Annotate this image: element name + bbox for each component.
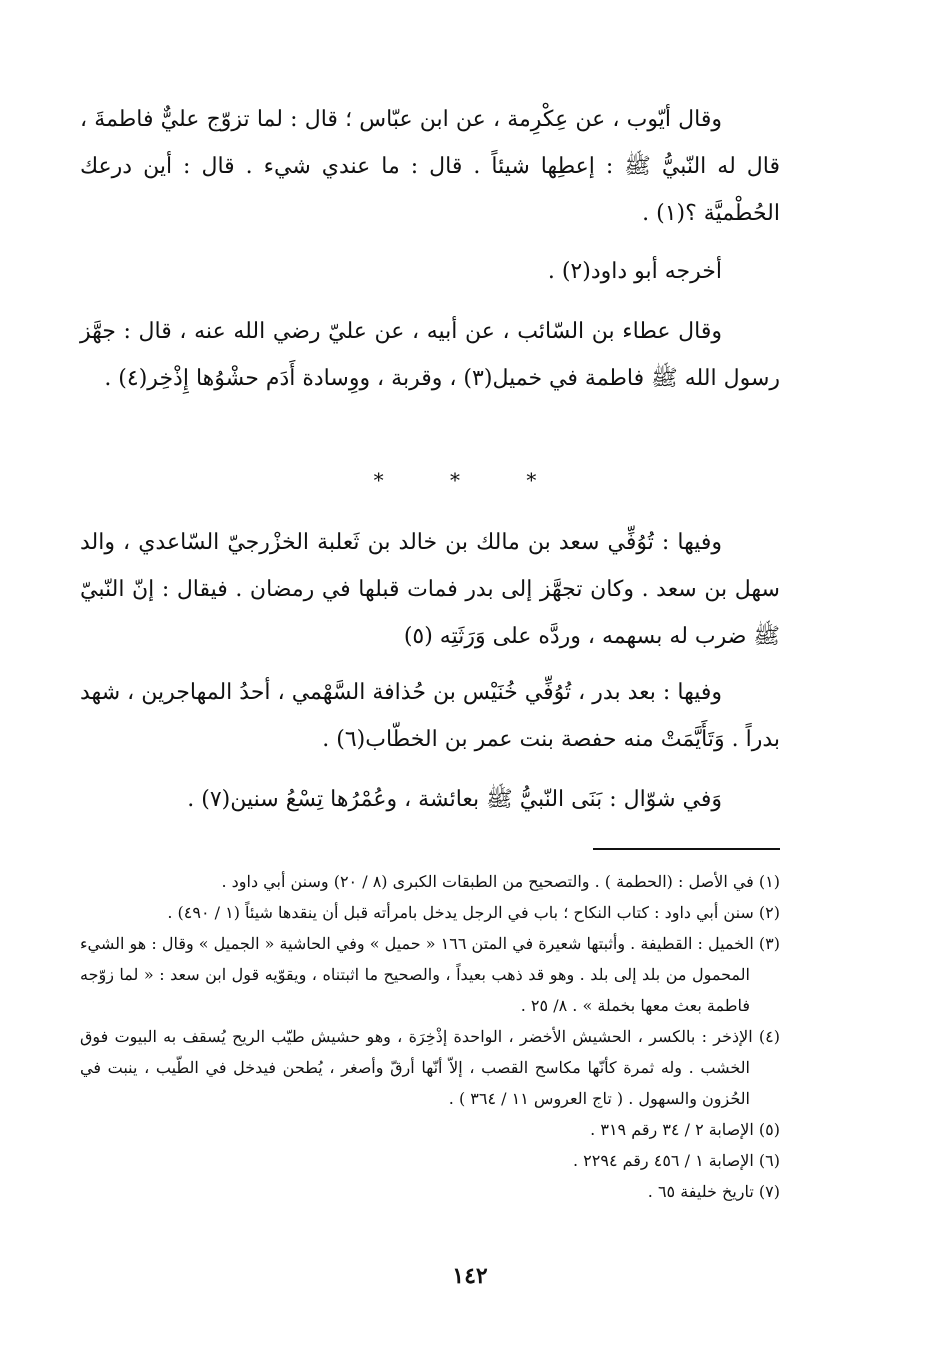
paragraph-abu-dawud: [80, 248, 780, 295]
footnotes: [80, 866, 780, 1207]
paragraph-text: وقال عطاء بن السّائب ، عن أبيه ، عن عليّ رضي الله عنه ، قال : جهَّز رسول الله ﷺ فاطمة في خميل(٣) ، وقربة ، ووِسادة أَدَم حشْوُها إِذْخِر(٤) .: [80, 319, 780, 391]
paragraph-saad-bin-malik: [80, 519, 780, 660]
footnote-3: (٣) الخميل : القطيفة . وأثبتها شعيرة في المتن ١٦٦ « حميل » وفي الحاشية « الجميل » وقال : هو الشيء المحمول من بلد إلى بلد . وهو قد ذهب بعيداً ، والصحيح ما اثبتناه ، ويقوّيه قول ابن سعد : « لما زوّجه فاطمة بعث معها بخملة » . ٨/ ٢٥ .: [80, 934, 780, 1015]
paragraph-text: وَفي شوّال : بَنَى النّبيُّ ﷺ بعائشة ، وعُمْرُها تِسْعُ سنين(٧) .: [187, 787, 722, 812]
paragraph-text: وقال أيّوب ، عن عِكْرِمة ، عن ابن عبّاس ؛ قال : لما تزوّج عليٌّ فاطمةَ ، قال له النّبيُّ ﷺ : إعطِها شيئاً . قال : ما عندي شيء . قال : أين درعك الحُطْميَّة ؟(١) .: [80, 107, 780, 226]
footnote-2: (٢) سنن أبي داود : كتاب النكاح ؛ باب في الرجل يدخل بامرأته قبل أن ينقدها شيئاً (١ / ٤٩٠) .: [167, 903, 780, 922]
paragraph-ayyub: [80, 96, 780, 237]
footnote-6: (٦) الإصابة ١ / ٤٥٦ رقم ٢٢٩٤ .: [572, 1151, 780, 1170]
paragraph-shawwal: [80, 776, 780, 823]
paragraph-text: وفيها : تُوُفِّي سعد بن مالك بن خالد بن ثَعلبة الخزْرجيّ السّاعدي ، والد سهل بن سعد . وكان تجهَّز إلى بدر فمات قبلها في رمضان . فيقال : إنّ النّبيّ ﷺ ضرب له بسهمه ، وردَّه على وَرَثَتِه (٥): [80, 530, 780, 649]
page-number: ١٤٢: [452, 1263, 488, 1289]
footnote-4: (٤) الإذخر : بالكسر ، الحشيش الأخضر ، الواحدة إذْخِرَة ، وهو حشيش طيّب الريح يُسقف به البيوت فوق الخشب . وله ثمرة كأنّها مكاسح القصب ، إلاّ أنّها أرقّ وأصغر ، يُطحن فيدخل في الطّيب ، ينبت في الحُزون والسهول . ( تاج العروس ١١ / ٣٦٤ ) .: [80, 1027, 780, 1108]
footnote-7: (٧) تاريخ خليفة ٦٥ .: [647, 1182, 780, 1201]
section-divider-stars: * * *: [373, 468, 567, 492]
paragraph-text: أخرجه أبو داود(٢) .: [547, 259, 722, 284]
paragraph-text: وفيها : بعد بدر ، تُوُفِّي خُنَيْس بن حُذافة السَّهْمي ، أحدُ المهاجرين ، شهد بدراً . وَتَأَيَّمَتْ منه حفصة بنت عمر بن الخطّاب(٦) .: [80, 680, 780, 752]
footnote-divider: [593, 848, 780, 850]
paragraph-khunays: [80, 669, 780, 763]
footnote-1: (١) في الأصل : (الحطمة ) . والتصحيح من الطبقات الكبرى (٨ / ٢٠) وسنن أبي داود .: [221, 872, 780, 891]
footnote-5: (٥) الإصابة ٢ / ٣٤ رقم ٣١٩ .: [590, 1120, 780, 1139]
paragraph-ata: [80, 308, 780, 402]
